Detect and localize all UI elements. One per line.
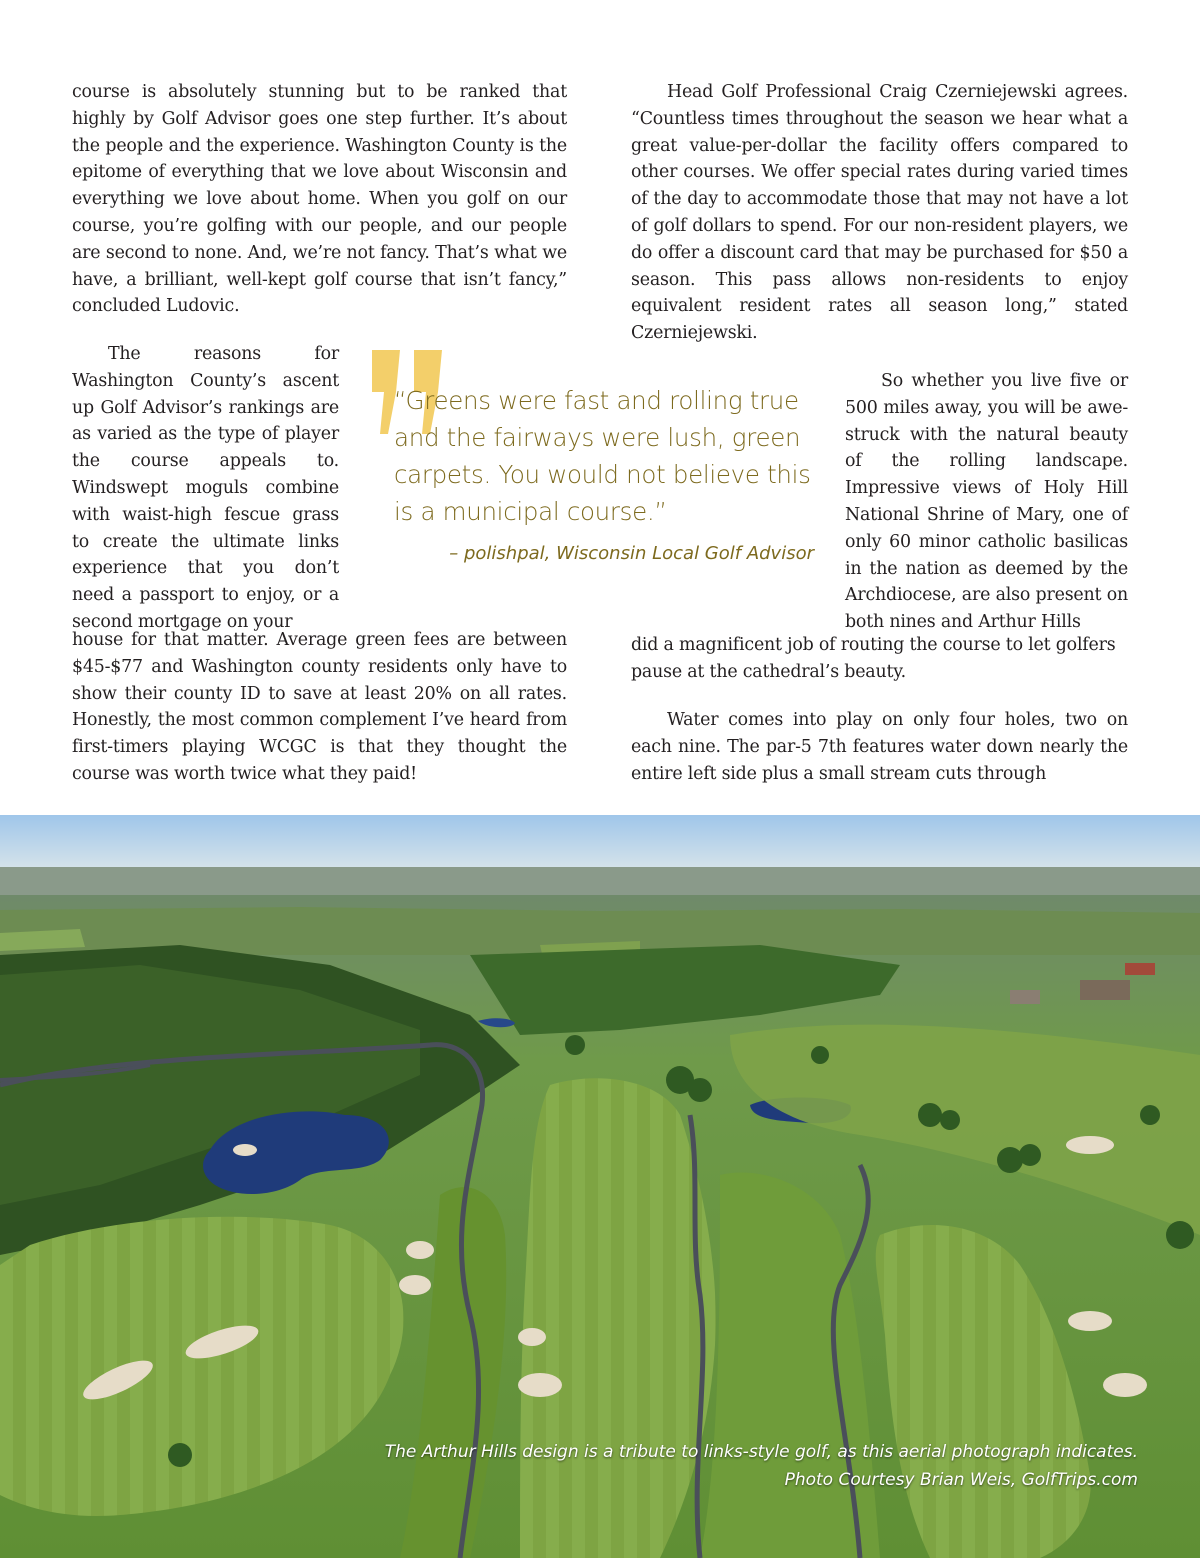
article-paragraph: So whether you live five or 500 miles away, you will be awe-struck with the natural beauty of the rolling landscape. Impressive views of Holy Hill National Shrine of Mary, one of only 60 minor catholic basilicas in the nation as deemed by the Archdiocese, are also present on both nines and Arthur Hills — [845, 371, 1128, 633]
article-paragraph: Water comes into play on only four holes, two on each nine. The par-5 7th features water down nearly the entire left side plus a small stream cuts through — [631, 710, 1128, 784]
photo-credit: Photo Courtesy Brian Weis, GolfTrips.com — [784, 1470, 1138, 1490]
aerial-golf-course-photo — [0, 815, 1200, 1558]
article-paragraph-continued: did a magnificent job of routing the course to let golfers pause at the cathedral’s beauty. — [631, 635, 1116, 682]
pull-quote-attribution: – polishpal, Wisconsin Local Golf Advisor — [449, 543, 814, 564]
article-paragraph: Head Golf Professional Craig Czerniejewski agrees. “Countless times throughout the season we hear what a great value-per-dollar the facility offers compared to other courses. We offer special rates during varied times of the day to accommodate those that may not have a lot of golf dollars to spend. For our non-resident players, we do offer a discount card that may be purchased for $50 a season. This pass allows non-residents to enjoy equivalent resident rates all season long,” stated Czerniejewski. — [631, 82, 1128, 344]
article-paragraph: The reasons for Washington County’s ascent up Golf Advisor’s rankings are as varied as the type of player the course appeals to. Windswept moguls combine with waist-high fescue grass to create the ultimate links experience that you don’t need a passport to enjoy, or a second mortgage on your — [72, 344, 339, 632]
photo-caption: The Arthur Hills design is a tribute to links-style golf, as this aerial photograph indicates. — [384, 1442, 1138, 1462]
pull-quote: “Greens were fast and rolling true and the fairways were lush, green carpets. You would not believe this is a municipal course.” — [394, 386, 811, 526]
article-paragraph-continued: house for that matter. Average green fees are between $45-$77 and Washington county residents only have to show their county ID to save at least 20% on all rates. Honestly, the most common complement I’ve heard from first-timers playing WCGC is that they thought the course was worth twice what they paid! — [72, 630, 567, 784]
article-paragraph: course is absolutely stunning but to be ranked that highly by Golf Advisor goes one step further. It’s about the people and the experience. Washington County is the epitome of everything that we love about Wisconsin and everything we love about home. When you golf on our course, you’re golfing with our people, and our people are second to none. And, we’re not fancy. That’s what we have, a brilliant, well-kept golf course that isn’t fancy,” concluded Ludovic. — [72, 82, 567, 317]
